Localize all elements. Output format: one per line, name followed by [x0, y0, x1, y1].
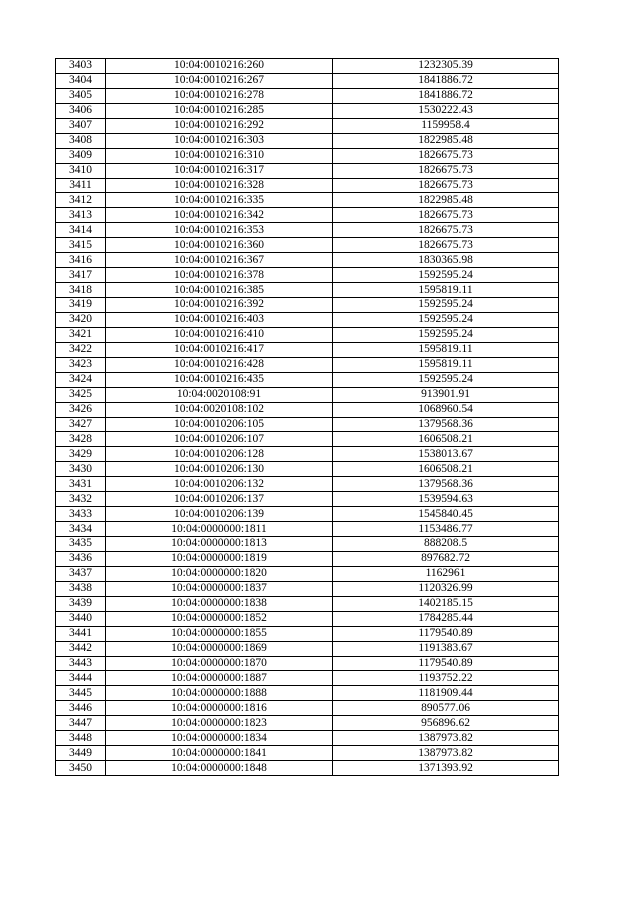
row-number-cell: 3409 — [56, 148, 106, 163]
table-row — [56, 223, 559, 238]
value-cell: 1179540.89 — [333, 656, 559, 671]
table-row — [56, 312, 559, 327]
row-number-cell: 3447 — [56, 716, 106, 731]
table-row — [56, 387, 559, 402]
cadastral-number-cell: 10:04:0010206:105 — [106, 417, 333, 432]
row-number-cell: 3422 — [56, 342, 106, 357]
value-cell: 1592595.24 — [333, 312, 559, 327]
value-cell: 1784285.44 — [333, 611, 559, 626]
value-cell: 913901.91 — [333, 387, 559, 402]
row-number-cell: 3437 — [56, 566, 106, 581]
value-cell: 1592595.24 — [333, 298, 559, 313]
cadastral-number-cell: 10:04:0010216:292 — [106, 118, 333, 133]
value-cell: 1193752.22 — [333, 671, 559, 686]
value-cell: 1592595.24 — [333, 372, 559, 387]
value-cell: 1830365.98 — [333, 253, 559, 268]
cadastral-number-cell: 10:04:0010206:137 — [106, 492, 333, 507]
cadastral-number-cell: 10:04:0010216:360 — [106, 238, 333, 253]
cadastral-number-cell: 10:04:0020108:102 — [106, 402, 333, 417]
value-cell: 1379568.36 — [333, 477, 559, 492]
row-number-cell: 3410 — [56, 163, 106, 178]
value-cell: 1371393.92 — [333, 761, 559, 776]
value-cell: 1826675.73 — [333, 223, 559, 238]
value-cell: 1530222.43 — [333, 103, 559, 118]
row-number-cell: 3428 — [56, 432, 106, 447]
row-number-cell: 3429 — [56, 447, 106, 462]
table-row — [56, 596, 559, 611]
table-row — [56, 626, 559, 641]
table-row — [56, 566, 559, 581]
row-number-cell: 3450 — [56, 761, 106, 776]
row-number-cell: 3424 — [56, 372, 106, 387]
cadastral-number-cell: 10:04:0010216:285 — [106, 103, 333, 118]
table-row — [56, 178, 559, 193]
cadastral-number-cell: 10:04:0000000:1848 — [106, 761, 333, 776]
row-number-cell: 3439 — [56, 596, 106, 611]
row-number-cell: 3419 — [56, 298, 106, 313]
cadastral-number-cell: 10:04:0010216:417 — [106, 342, 333, 357]
cadastral-number-cell: 10:04:0000000:1838 — [106, 596, 333, 611]
table-row — [56, 671, 559, 686]
row-number-cell: 3413 — [56, 208, 106, 223]
row-number-cell: 3423 — [56, 357, 106, 372]
table-row — [56, 432, 559, 447]
table-body — [56, 59, 559, 776]
table-row — [56, 522, 559, 537]
value-cell: 1841886.72 — [333, 88, 559, 103]
value-cell: 1379568.36 — [333, 417, 559, 432]
value-cell: 1606508.21 — [333, 462, 559, 477]
row-number-cell: 3425 — [56, 387, 106, 402]
row-number-cell: 3420 — [56, 312, 106, 327]
cadastral-number-cell: 10:04:0000000:1841 — [106, 746, 333, 761]
row-number-cell: 3430 — [56, 462, 106, 477]
value-cell: 1153486.77 — [333, 522, 559, 537]
row-number-cell: 3416 — [56, 253, 106, 268]
cadastral-number-cell: 10:04:0000000:1855 — [106, 626, 333, 641]
row-number-cell: 3438 — [56, 581, 106, 596]
row-number-cell: 3427 — [56, 417, 106, 432]
table-row — [56, 551, 559, 566]
cadastral-number-cell: 10:04:0010216:353 — [106, 223, 333, 238]
row-number-cell: 3406 — [56, 103, 106, 118]
table-row — [56, 357, 559, 372]
value-cell: 1826675.73 — [333, 178, 559, 193]
cadastral-number-cell: 10:04:0010216:317 — [106, 163, 333, 178]
value-cell: 1826675.73 — [333, 163, 559, 178]
row-number-cell: 3431 — [56, 477, 106, 492]
table-row — [56, 73, 559, 88]
value-cell: 956896.62 — [333, 716, 559, 731]
value-cell: 1387973.82 — [333, 746, 559, 761]
cadastral-number-cell: 10:04:0010216:342 — [106, 208, 333, 223]
table-row — [56, 238, 559, 253]
cadastral-number-cell: 10:04:0010216:335 — [106, 193, 333, 208]
cadastral-number-cell: 10:04:0010206:128 — [106, 447, 333, 462]
table-row — [56, 327, 559, 342]
table-row — [56, 537, 559, 552]
row-number-cell: 3411 — [56, 178, 106, 193]
cadastral-number-cell: 10:04:0010216:303 — [106, 133, 333, 148]
value-cell: 1538013.67 — [333, 447, 559, 462]
cadastral-number-cell: 10:04:0010216:310 — [106, 148, 333, 163]
cadastral-number-cell: 10:04:0000000:1834 — [106, 731, 333, 746]
table-row — [56, 656, 559, 671]
value-cell: 1387973.82 — [333, 731, 559, 746]
row-number-cell: 3448 — [56, 731, 106, 746]
cadastral-number-cell: 10:04:0000000:1837 — [106, 581, 333, 596]
cadastral-number-cell: 10:04:0010216:392 — [106, 298, 333, 313]
value-cell: 1191383.67 — [333, 641, 559, 656]
table-row — [56, 611, 559, 626]
row-number-cell: 3408 — [56, 133, 106, 148]
table-row — [56, 477, 559, 492]
row-number-cell: 3435 — [56, 537, 106, 552]
table-row — [56, 641, 559, 656]
cadastral-number-cell: 10:04:0010216:267 — [106, 73, 333, 88]
data-table — [55, 58, 559, 776]
row-number-cell: 3445 — [56, 686, 106, 701]
table-row — [56, 462, 559, 477]
value-cell: 1841886.72 — [333, 73, 559, 88]
row-number-cell: 3417 — [56, 268, 106, 283]
row-number-cell: 3421 — [56, 327, 106, 342]
table-row — [56, 447, 559, 462]
cadastral-number-cell: 10:04:0010216:410 — [106, 327, 333, 342]
row-number-cell: 3418 — [56, 283, 106, 298]
value-cell: 1545840.45 — [333, 507, 559, 522]
cadastral-number-cell: 10:04:0000000:1888 — [106, 686, 333, 701]
table-row — [56, 417, 559, 432]
table-row — [56, 731, 559, 746]
table-row — [56, 701, 559, 716]
table-row — [56, 492, 559, 507]
value-cell: 1539594.63 — [333, 492, 559, 507]
table-row — [56, 268, 559, 283]
cadastral-number-cell: 10:04:0010216:435 — [106, 372, 333, 387]
value-cell: 1402185.15 — [333, 596, 559, 611]
value-cell: 1595819.11 — [333, 342, 559, 357]
row-number-cell: 3434 — [56, 522, 106, 537]
table-row — [56, 148, 559, 163]
row-number-cell: 3446 — [56, 701, 106, 716]
table-row — [56, 761, 559, 776]
value-cell: 1595819.11 — [333, 357, 559, 372]
table-row — [56, 581, 559, 596]
cadastral-number-cell: 10:04:0010216:428 — [106, 357, 333, 372]
row-number-cell: 3442 — [56, 641, 106, 656]
table-row — [56, 686, 559, 701]
cadastral-number-cell: 10:04:0010206:107 — [106, 432, 333, 447]
cadastral-number-cell: 10:04:0000000:1852 — [106, 611, 333, 626]
table-row — [56, 507, 559, 522]
table-row — [56, 716, 559, 731]
row-number-cell: 3444 — [56, 671, 106, 686]
value-cell: 1595819.11 — [333, 283, 559, 298]
row-number-cell: 3443 — [56, 656, 106, 671]
table-row — [56, 283, 559, 298]
value-cell: 1826675.73 — [333, 208, 559, 223]
cadastral-number-cell: 10:04:0010206:130 — [106, 462, 333, 477]
cadastral-number-cell: 10:04:0010216:385 — [106, 283, 333, 298]
row-number-cell: 3405 — [56, 88, 106, 103]
table-row — [56, 193, 559, 208]
cadastral-number-cell: 10:04:0010216:378 — [106, 268, 333, 283]
row-number-cell: 3426 — [56, 402, 106, 417]
cadastral-number-cell: 10:04:0000000:1811 — [106, 522, 333, 537]
value-cell: 888208.5 — [333, 537, 559, 552]
cadastral-number-cell: 10:04:0000000:1819 — [106, 551, 333, 566]
row-number-cell: 3414 — [56, 223, 106, 238]
table-row — [56, 208, 559, 223]
value-cell: 1822985.48 — [333, 193, 559, 208]
row-number-cell: 3440 — [56, 611, 106, 626]
value-cell: 1822985.48 — [333, 133, 559, 148]
value-cell: 897682.72 — [333, 551, 559, 566]
row-number-cell: 3403 — [56, 59, 106, 74]
cadastral-number-cell: 10:04:0000000:1816 — [106, 701, 333, 716]
cadastral-number-cell: 10:04:0010216:403 — [106, 312, 333, 327]
table-row — [56, 163, 559, 178]
cadastral-number-cell: 10:04:0010216:260 — [106, 59, 333, 74]
value-cell: 1826675.73 — [333, 238, 559, 253]
table-row — [56, 103, 559, 118]
table-row — [56, 59, 559, 74]
value-cell: 1592595.24 — [333, 268, 559, 283]
cadastral-number-cell: 10:04:0020108:91 — [106, 387, 333, 402]
table-row — [56, 118, 559, 133]
row-number-cell: 3407 — [56, 118, 106, 133]
table-row — [56, 133, 559, 148]
cadastral-number-cell: 10:04:0000000:1823 — [106, 716, 333, 731]
cadastral-number-cell: 10:04:0000000:1820 — [106, 566, 333, 581]
cadastral-number-cell: 10:04:0010216:278 — [106, 88, 333, 103]
cadastral-number-cell: 10:04:0010216:328 — [106, 178, 333, 193]
table-row — [56, 746, 559, 761]
value-cell: 1162961 — [333, 566, 559, 581]
cadastral-number-cell: 10:04:0000000:1813 — [106, 537, 333, 552]
value-cell: 1181909.44 — [333, 686, 559, 701]
row-number-cell: 3449 — [56, 746, 106, 761]
row-number-cell: 3441 — [56, 626, 106, 641]
value-cell: 1179540.89 — [333, 626, 559, 641]
cadastral-number-cell: 10:04:0000000:1887 — [106, 671, 333, 686]
value-cell: 1232305.39 — [333, 59, 559, 74]
cadastral-number-cell: 10:04:0010216:367 — [106, 253, 333, 268]
row-number-cell: 3415 — [56, 238, 106, 253]
row-number-cell: 3404 — [56, 73, 106, 88]
value-cell: 1068960.54 — [333, 402, 559, 417]
cadastral-number-cell: 10:04:0000000:1870 — [106, 656, 333, 671]
table-row — [56, 253, 559, 268]
value-cell: 1592595.24 — [333, 327, 559, 342]
value-cell: 1826675.73 — [333, 148, 559, 163]
value-cell: 1120326.99 — [333, 581, 559, 596]
value-cell: 1159958.4 — [333, 118, 559, 133]
table-row — [56, 402, 559, 417]
cadastral-number-cell: 10:04:0010206:132 — [106, 477, 333, 492]
table-row — [56, 342, 559, 357]
table-row — [56, 298, 559, 313]
table-row — [56, 88, 559, 103]
row-number-cell: 3433 — [56, 507, 106, 522]
value-cell: 890577.06 — [333, 701, 559, 716]
table-row — [56, 372, 559, 387]
value-cell: 1606508.21 — [333, 432, 559, 447]
row-number-cell: 3412 — [56, 193, 106, 208]
row-number-cell: 3432 — [56, 492, 106, 507]
cadastral-number-cell: 10:04:0010206:139 — [106, 507, 333, 522]
cadastral-number-cell: 10:04:0000000:1869 — [106, 641, 333, 656]
row-number-cell: 3436 — [56, 551, 106, 566]
